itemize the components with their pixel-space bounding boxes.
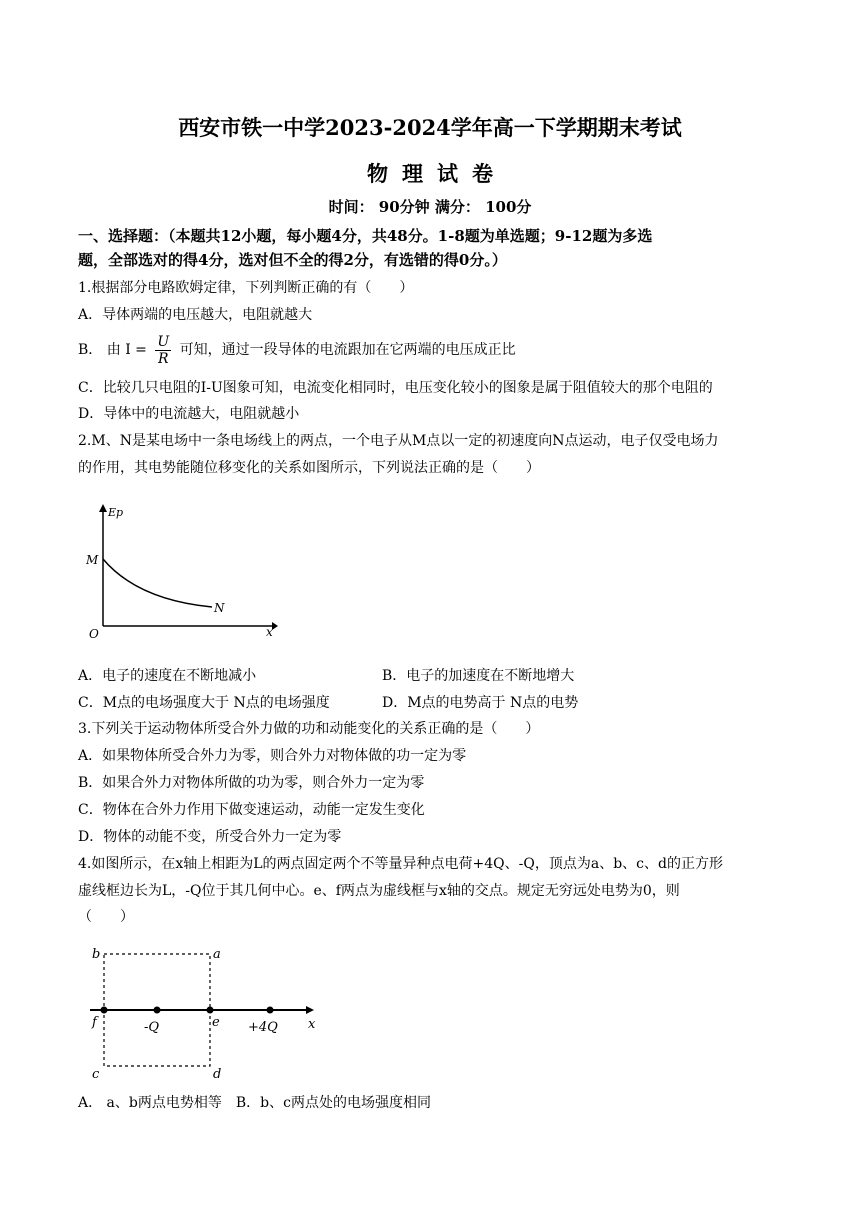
vertex-c-label: c <box>92 1067 100 1082</box>
time-info: 时间： 90分钟 满分： 100分 <box>328 198 532 216</box>
fraction-denominator: R <box>157 350 169 367</box>
q1-stem: 1.根据部分电路欧姆定律，下列判断正确的有（ ） <box>78 280 414 296</box>
positive-charge-point <box>267 1007 274 1014</box>
point-f <box>101 1007 108 1014</box>
vertex-a-label: a <box>213 947 221 962</box>
q1-option-d: D．导体中的电流越大，电阻就越小 <box>78 406 300 422</box>
y-axis-arrow <box>99 504 107 512</box>
fraction-numerator: U <box>157 333 170 350</box>
q1-option-b <box>78 332 516 368</box>
q1-option-b-suffix: 可知，通过一段导体的电流跟加在它两端的电压成正比 <box>179 342 516 358</box>
q3-option-b: B．如果合外力对物体所做的功为零，则合外力一定为零 <box>78 775 425 791</box>
q2-option-a: A．电子的速度在不断地减小 <box>78 668 257 684</box>
y-axis-label: Ep <box>108 506 124 519</box>
ep-curve <box>103 559 212 607</box>
point-e <box>207 1007 214 1014</box>
q4-stem-line3: （ ） <box>78 909 134 925</box>
q4-stem-line1: 4.如图所示，在x轴上相距为L的两点固定两个不等量异种点电荷+4Q、-Q，顶点为a、b、c、d的正方形 <box>78 856 723 872</box>
point-n-label: N <box>214 601 225 615</box>
origin-label: O <box>89 627 99 641</box>
section-heading-line2: 题，全部选对的得4分，选对但不全的得2分，有选错的得0分。） <box>78 251 507 269</box>
q3-option-c: C．物体在合外力作用下做变速运动，动能一定发生变化 <box>78 802 425 818</box>
x-axis-label: x <box>266 625 273 639</box>
section-heading-line1: 一、选择题：（本题共12小题，每小题4分，共48分。1-8题为单选题；9-12题为多选 <box>78 227 653 245</box>
point-e-label: e <box>212 1015 220 1030</box>
q3-option-d: D．物体的动能不变，所受合外力一定为零 <box>78 829 342 845</box>
x-axis-arrow <box>306 1006 314 1014</box>
x-axis-label: x <box>308 1017 316 1032</box>
q2-stem-line1: 2.M、N是某电场中一条电场线上的两点，一个电子从M点以一定的初速度向N点运动，电子仅受电场力 <box>78 433 719 449</box>
positive-charge-label: +4Q <box>248 1020 278 1035</box>
q2-option-c: C．M点的电场强度大于 N点的电场强度 <box>78 695 330 711</box>
q1-option-c: C．比较几只电阻的I-U图象可知，电流变化相同时，电压变化较小的图象是属于阻值较大的那个电阻的 <box>78 380 713 396</box>
point-m-label: M <box>86 553 99 567</box>
q4-options-ab: A． a、b两点电势相等 B．b、c两点处的电场强度相同 <box>78 1095 431 1111</box>
q2-option-d: D．M点的电势高于 N点的电势 <box>382 695 579 711</box>
negative-charge-label: -Q <box>144 1020 160 1035</box>
q2-stem-line2: 的作用，其电势能随位移变化的关系如图所示，下列说法正确的是（ ） <box>78 460 540 476</box>
q4-stem-line2: 虚线框边长为L，-Q位于其几何中心。e、f两点为虚线框与x轴的交点。规定无穷远处电势为0，则 <box>78 883 680 899</box>
vertex-d-label: d <box>213 1067 222 1082</box>
vertex-b-label: b <box>92 947 101 962</box>
q2-option-b: B．电子的加速度在不断地增大 <box>382 668 575 684</box>
q1-fraction <box>155 334 171 367</box>
potential-energy-graph <box>80 500 280 645</box>
x-axis-arrow <box>272 622 278 630</box>
charges-square-figure <box>80 938 330 1088</box>
q1-option-a: A．导体两端的电压越大，电阻就越大 <box>78 307 313 323</box>
q1-option-b-prefix: B． 由 I = <box>78 342 147 358</box>
subject-title: 物理试卷 <box>367 161 507 186</box>
exam-title: 西安市铁一中学2023-2024学年高一下学期期末考试 <box>178 115 682 140</box>
q3-option-a: A．如果物体所受合外力为零，则合外力对物体做的功一定为零 <box>78 748 467 764</box>
q3-stem: 3.下列关于运动物体所受合外力做的功和动能变化的关系正确的是（ ） <box>78 721 540 737</box>
point-f-label: f <box>92 1015 97 1030</box>
negative-charge-point <box>154 1007 161 1014</box>
